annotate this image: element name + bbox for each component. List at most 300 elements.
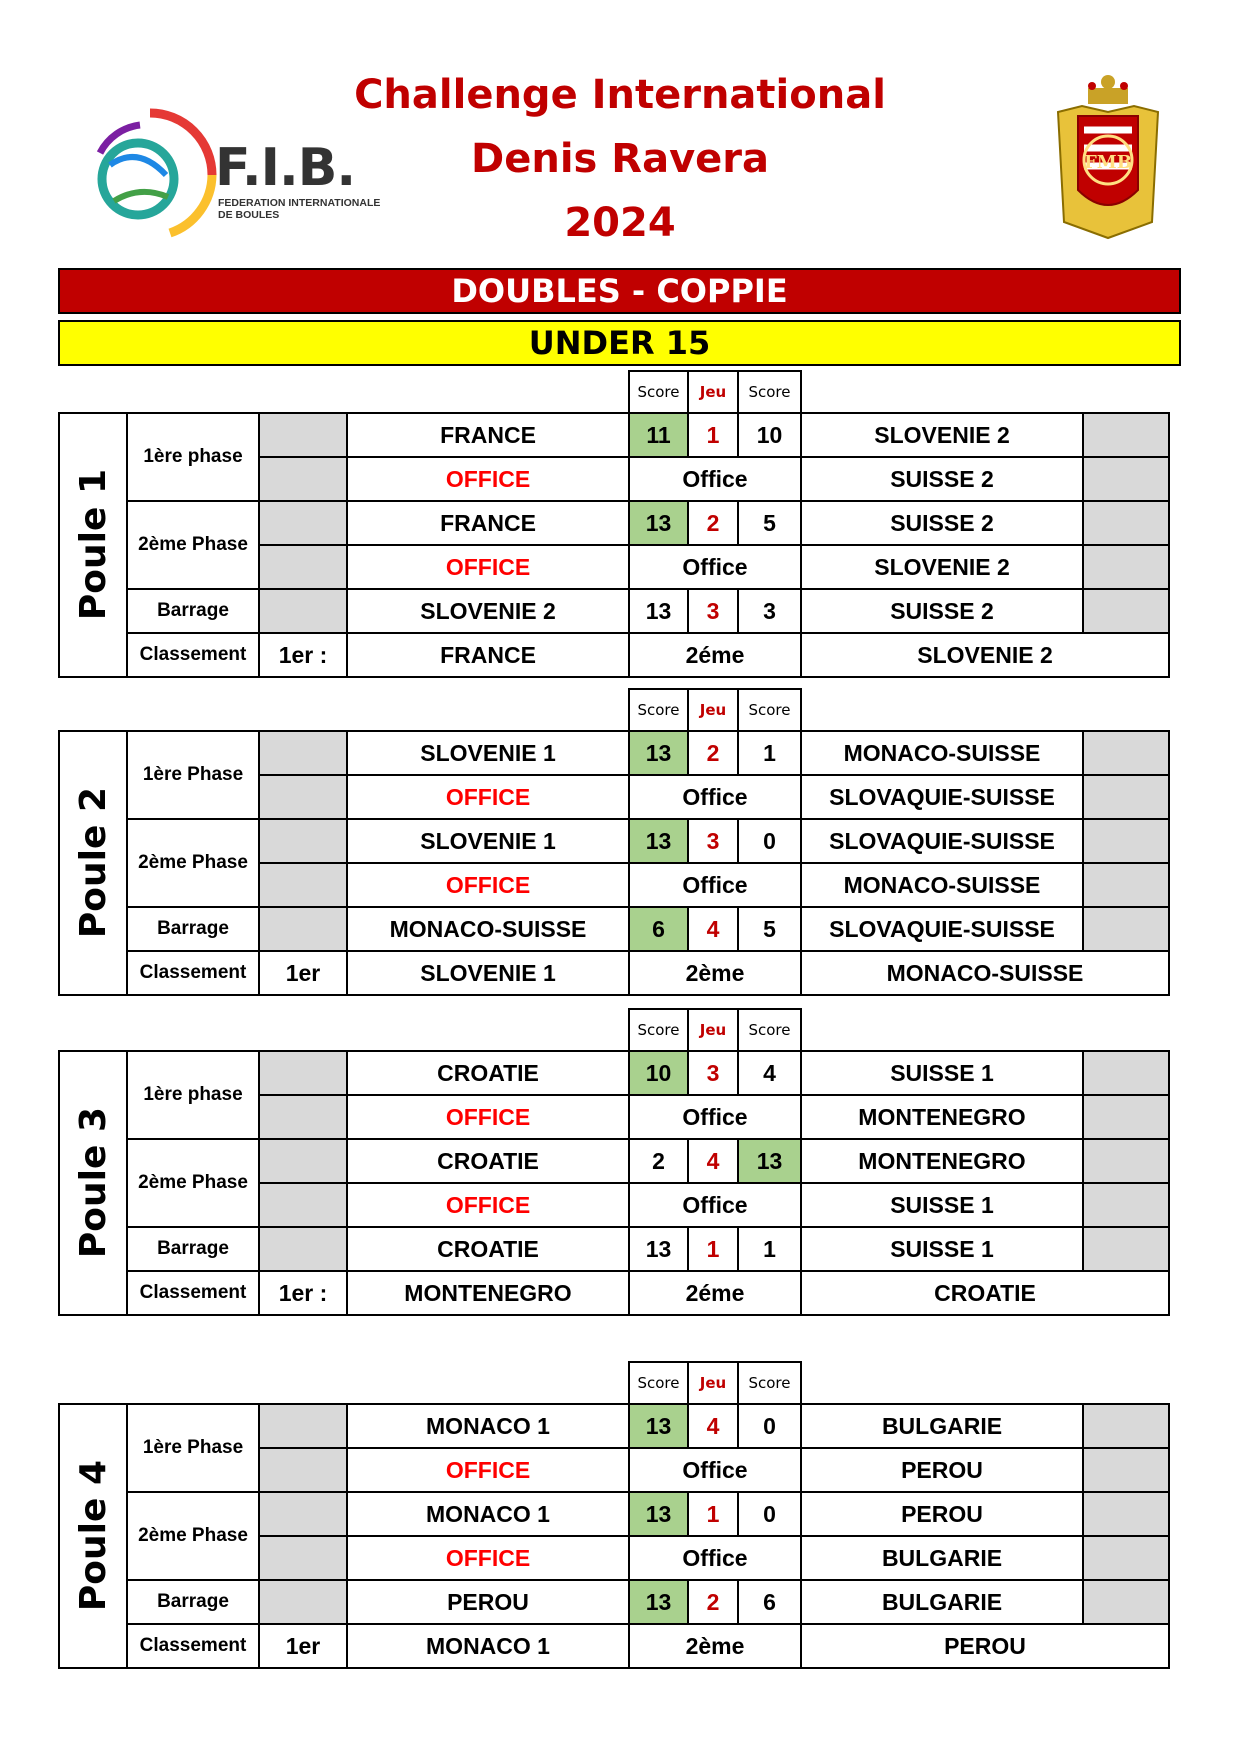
team-left <box>346 500 630 546</box>
jeu-number-text: 3 <box>706 827 720 854</box>
first-team <box>346 1623 630 1669</box>
classement-label-text: Classement <box>139 1635 247 1656</box>
barrage-label-text: Barrage <box>157 600 229 621</box>
score-right-text: 10 <box>756 421 783 448</box>
score-left <box>628 412 689 458</box>
right-grey-cell <box>1082 1579 1170 1625</box>
title-line-1: Challenge International <box>354 72 886 118</box>
team-right-text: MONTENEGRO <box>858 1147 1026 1174</box>
left-grey-cell <box>258 1094 348 1140</box>
first-team-text: SLOVENIE 1 <box>420 959 556 986</box>
team-right-text: SUISSE 1 <box>890 1059 994 1086</box>
jeu-number-text: 2 <box>706 1588 720 1615</box>
score-right <box>737 730 802 776</box>
office-cell-text: Office <box>682 871 748 898</box>
team-right-text: SUISSE 1 <box>890 1191 994 1218</box>
second-label-text: 2éme <box>685 641 745 668</box>
team-left <box>346 1182 630 1228</box>
score-left <box>628 1138 689 1184</box>
jeu-number <box>687 906 739 952</box>
barrage-label <box>126 1579 260 1625</box>
left-grey-cell <box>258 500 348 546</box>
team-left-text: MONACO-SUISSE <box>389 915 587 942</box>
office-cell <box>628 1535 802 1581</box>
jeu-header-text: Jeu <box>699 1021 727 1039</box>
right-grey-cell <box>1082 1094 1170 1140</box>
jeu-number-text: 4 <box>706 1147 720 1174</box>
score-header-right-text: Score <box>748 1021 791 1039</box>
left-grey-cell <box>258 1447 348 1493</box>
team-left-text: FRANCE <box>440 509 536 536</box>
score-header-left-text: Score <box>637 1374 680 1392</box>
score-header-left-text: Score <box>637 1021 680 1039</box>
phase-2-label <box>126 1138 260 1228</box>
team-right <box>800 1579 1084 1625</box>
score-right <box>737 1491 802 1537</box>
jeu-header <box>687 688 739 732</box>
score-left-text: 13 <box>645 1588 672 1615</box>
category-band: DOUBLES - COPPIE <box>58 268 1181 314</box>
first-team-text: MONACO 1 <box>426 1632 550 1659</box>
score-right <box>737 1579 802 1625</box>
score-right-text: 1 <box>763 1235 776 1262</box>
team-left-text: OFFICE <box>445 553 531 580</box>
classement-label-text: Classement <box>139 644 247 665</box>
phase-1-label-text: 1ère phase <box>143 446 243 467</box>
score-left-text: 2 <box>652 1147 665 1174</box>
barrage-label-text: Barrage <box>157 1591 229 1612</box>
right-grey-cell <box>1082 544 1170 590</box>
team-left-text: SLOVENIE 2 <box>420 597 556 624</box>
score-left-text: 13 <box>645 1412 672 1439</box>
fmb-logo <box>1052 72 1164 242</box>
jeu-number <box>687 412 739 458</box>
team-right-text: SUISSE 1 <box>890 1235 994 1262</box>
team-right <box>800 730 1084 776</box>
score-right <box>737 588 802 634</box>
team-right-text: PEROU <box>901 1500 983 1527</box>
jeu-number <box>687 818 739 864</box>
jeu-number <box>687 1403 739 1449</box>
jeu-header <box>687 370 739 414</box>
right-grey-cell <box>1082 1535 1170 1581</box>
left-grey-cell <box>258 1535 348 1581</box>
team-right <box>800 1535 1084 1581</box>
score-header-right <box>737 1361 802 1405</box>
barrage-label-text: Barrage <box>157 918 229 939</box>
phase-1-label <box>126 1050 260 1140</box>
team-left <box>346 1491 630 1537</box>
team-left <box>346 1226 630 1272</box>
score-right-text: 4 <box>763 1059 776 1086</box>
team-right-text: MONTENEGRO <box>858 1103 1026 1130</box>
second-team-text: CROATIE <box>934 1279 1036 1306</box>
pool-label <box>58 1050 128 1316</box>
team-left <box>346 1050 630 1096</box>
phase-2-label-text: 2ème Phase <box>138 852 248 873</box>
team-left-text: PEROU <box>447 1588 529 1615</box>
phase-1-label-text: 1ère Phase <box>142 1437 244 1458</box>
score-right-text: 6 <box>763 1588 776 1615</box>
first-label-text: 1er <box>285 959 321 986</box>
score-left-text: 11 <box>646 421 671 448</box>
second-team-text: SLOVENIE 2 <box>917 641 1053 668</box>
jeu-header <box>687 1361 739 1405</box>
classement-label <box>126 1623 260 1669</box>
barrage-label <box>126 588 260 634</box>
first-team-text: MONTENEGRO <box>404 1279 572 1306</box>
team-left-text: OFFICE <box>445 1544 531 1571</box>
phase-1-label <box>126 412 260 502</box>
second-team <box>800 1270 1170 1316</box>
right-grey-cell <box>1082 1226 1170 1272</box>
team-right <box>800 1447 1084 1493</box>
left-grey-cell <box>258 774 348 820</box>
team-right-text: SLOVENIE 2 <box>874 421 1010 448</box>
first-team-text: FRANCE <box>440 641 536 668</box>
score-header-right <box>737 1008 802 1052</box>
jeu-header-text: Jeu <box>699 1374 727 1392</box>
phase-2-label <box>126 818 260 908</box>
jeu-number-text: 1 <box>706 1235 720 1262</box>
jeu-header-text: Jeu <box>699 701 727 719</box>
team-left-text: OFFICE <box>445 1103 531 1130</box>
right-grey-cell <box>1082 1050 1170 1096</box>
score-right-text: 5 <box>763 509 776 536</box>
classement-label <box>126 1270 260 1316</box>
team-right <box>800 500 1084 546</box>
team-left-text: OFFICE <box>445 1456 531 1483</box>
phase-1-label-text: 1ère phase <box>143 1084 243 1105</box>
left-grey-cell <box>258 1138 348 1184</box>
score-header-right-text: Score <box>748 1374 791 1392</box>
team-right-text: SUISSE 2 <box>890 597 994 624</box>
phase-2-label-text: 2ème Phase <box>138 1525 248 1546</box>
right-grey-cell <box>1082 1403 1170 1449</box>
second-label <box>628 1270 802 1316</box>
pool-label <box>58 1403 128 1669</box>
score-right <box>737 1050 802 1096</box>
second-label-text: 2ème <box>685 959 745 986</box>
second-label <box>628 632 802 678</box>
phase-2-label <box>126 500 260 590</box>
jeu-number-text: 2 <box>706 509 720 536</box>
score-right-text: 5 <box>763 915 776 942</box>
jeu-number-text: 3 <box>706 1059 720 1086</box>
score-left-text: 13 <box>645 1235 672 1262</box>
team-left-text: OFFICE <box>445 871 531 898</box>
barrage-label <box>126 906 260 952</box>
team-left-text: OFFICE <box>445 1191 531 1218</box>
jeu-number <box>687 730 739 776</box>
score-left <box>628 906 689 952</box>
first-label-text: 1er : <box>278 641 328 668</box>
left-grey-cell <box>258 818 348 864</box>
first-team <box>346 632 630 678</box>
crown-icon <box>1088 75 1128 104</box>
fib-ball-icon <box>80 105 220 245</box>
office-cell <box>628 1447 802 1493</box>
right-grey-cell <box>1082 818 1170 864</box>
first-team <box>346 950 630 996</box>
jeu-number <box>687 1491 739 1537</box>
score-header-right-text: Score <box>748 383 791 401</box>
team-right-text: SLOVENIE 2 <box>874 553 1010 580</box>
score-right <box>737 412 802 458</box>
score-header-right <box>737 370 802 414</box>
team-left <box>346 1138 630 1184</box>
office-cell-text: Office <box>682 1544 748 1571</box>
first-label-text: 1er <box>285 1632 321 1659</box>
team-right-text: BULGARIE <box>881 1412 1003 1439</box>
score-left <box>628 730 689 776</box>
right-grey-cell <box>1082 1447 1170 1493</box>
phase-2-label-text: 2ème Phase <box>138 1172 248 1193</box>
first-label <box>258 632 348 678</box>
score-left-text: 13 <box>645 1500 672 1527</box>
office-cell <box>628 1182 802 1228</box>
fmb-logo-text: FMB <box>1084 152 1132 173</box>
pool-label-text: Poule 4 <box>72 1460 114 1612</box>
title-line-2: Denis Ravera <box>471 136 769 182</box>
right-grey-cell <box>1082 1491 1170 1537</box>
team-left-text: MONACO 1 <box>426 1412 550 1439</box>
score-left <box>628 1579 689 1625</box>
office-cell-text: Office <box>682 1103 748 1130</box>
team-right <box>800 588 1084 634</box>
second-label <box>628 950 802 996</box>
barrage-label <box>126 1226 260 1272</box>
first-label-text: 1er : <box>278 1279 328 1306</box>
fib-logo-sub1: FEDERATION INTERNATIONALE <box>218 197 381 209</box>
left-grey-cell <box>258 1403 348 1449</box>
phase-2-label <box>126 1491 260 1581</box>
office-cell <box>628 774 802 820</box>
second-team-text: PEROU <box>944 1632 1026 1659</box>
title-line-3: 2024 <box>564 200 676 246</box>
team-right-text: MONACO-SUISSE <box>843 739 1041 766</box>
left-grey-cell <box>258 588 348 634</box>
second-team-text: MONACO-SUISSE <box>886 959 1084 986</box>
office-cell-text: Office <box>682 1456 748 1483</box>
right-grey-cell <box>1082 774 1170 820</box>
left-grey-cell <box>258 1182 348 1228</box>
score-left <box>628 1226 689 1272</box>
right-grey-cell <box>1082 862 1170 908</box>
score-right-text: 13 <box>756 1147 783 1174</box>
score-right <box>737 500 802 546</box>
team-left <box>346 730 630 776</box>
team-left <box>346 1535 630 1581</box>
team-right <box>800 412 1084 458</box>
phase-1-label <box>126 730 260 820</box>
first-team <box>346 1270 630 1316</box>
phase-1-label <box>126 1403 260 1493</box>
score-left-text: 6 <box>652 915 665 942</box>
left-grey-cell <box>258 1491 348 1537</box>
left-grey-cell <box>258 1226 348 1272</box>
barrage-label-text: Barrage <box>157 1238 229 1259</box>
score-right-text: 1 <box>763 739 776 766</box>
jeu-number <box>687 1050 739 1096</box>
jeu-header <box>687 1008 739 1052</box>
phase-2-label-text: 2ème Phase <box>138 534 248 555</box>
pool-label-text: Poule 3 <box>72 1107 114 1259</box>
team-left <box>346 1579 630 1625</box>
jeu-number <box>687 1226 739 1272</box>
jeu-number-text: 4 <box>706 1412 720 1439</box>
score-right <box>737 1226 802 1272</box>
team-right <box>800 1138 1084 1184</box>
team-right-text: SUISSE 2 <box>890 465 994 492</box>
score-right-text: 0 <box>763 1412 776 1439</box>
classement-label <box>126 632 260 678</box>
team-left <box>346 1403 630 1449</box>
team-right <box>800 1182 1084 1228</box>
score-header-left-text: Score <box>637 701 680 719</box>
pool-label <box>58 412 128 678</box>
pool-label <box>58 730 128 996</box>
left-grey-cell <box>258 1579 348 1625</box>
score-left-text: 13 <box>645 739 672 766</box>
team-right-text: BULGARIE <box>881 1544 1003 1571</box>
team-right <box>800 774 1084 820</box>
score-left <box>628 500 689 546</box>
team-left <box>346 1447 630 1493</box>
score-right-text: 0 <box>763 827 776 854</box>
team-left-text: CROATIE <box>437 1235 539 1262</box>
second-label-text: 2éme <box>685 1279 745 1306</box>
office-cell-text: Office <box>682 553 748 580</box>
office-cell-text: Office <box>682 465 748 492</box>
score-left <box>628 1491 689 1537</box>
score-right <box>737 1138 802 1184</box>
second-team <box>800 950 1170 996</box>
team-right <box>800 1050 1084 1096</box>
team-left <box>346 544 630 590</box>
right-grey-cell <box>1082 588 1170 634</box>
left-grey-cell <box>258 544 348 590</box>
right-grey-cell <box>1082 906 1170 952</box>
score-header-left <box>628 688 689 732</box>
jeu-number <box>687 500 739 546</box>
jeu-number <box>687 588 739 634</box>
jeu-number-text: 4 <box>706 915 720 942</box>
score-left-text: 13 <box>645 509 672 536</box>
jeu-number-text: 1 <box>706 1500 720 1527</box>
team-left-text: CROATIE <box>437 1059 539 1086</box>
score-right-text: 0 <box>763 1500 776 1527</box>
team-right <box>800 1491 1084 1537</box>
right-grey-cell <box>1082 1182 1170 1228</box>
team-right <box>800 1094 1084 1140</box>
jeu-header-text: Jeu <box>699 383 727 401</box>
team-right <box>800 862 1084 908</box>
team-left-text: MONACO 1 <box>426 1500 550 1527</box>
team-left <box>346 774 630 820</box>
team-right-text: PEROU <box>901 1456 983 1483</box>
score-header-right-text: Score <box>748 701 791 719</box>
team-left <box>346 1094 630 1140</box>
left-grey-cell <box>258 456 348 502</box>
second-label <box>628 1623 802 1669</box>
jeu-number-text: 3 <box>706 597 720 624</box>
team-right-text: SLOVAQUIE-SUISSE <box>829 915 1055 942</box>
fib-logo-text: F.I.B. <box>215 138 356 198</box>
team-right <box>800 456 1084 502</box>
team-left <box>346 456 630 502</box>
score-right-text: 3 <box>763 597 776 624</box>
team-left-text: SLOVENIE 1 <box>420 827 556 854</box>
office-cell-text: Office <box>682 1191 748 1218</box>
team-left <box>346 818 630 864</box>
classement-label <box>126 950 260 996</box>
classement-label-text: Classement <box>139 1282 247 1303</box>
jeu-number <box>687 1138 739 1184</box>
score-right <box>737 818 802 864</box>
right-grey-cell <box>1082 1138 1170 1184</box>
office-cell <box>628 456 802 502</box>
right-grey-cell <box>1082 500 1170 546</box>
team-right <box>800 906 1084 952</box>
score-right <box>737 906 802 952</box>
team-right-text: SUISSE 2 <box>890 509 994 536</box>
score-left <box>628 818 689 864</box>
second-label-text: 2ème <box>685 1632 745 1659</box>
first-label <box>258 1270 348 1316</box>
left-grey-cell <box>258 1050 348 1096</box>
classement-label-text: Classement <box>139 962 247 983</box>
score-left-text: 10 <box>645 1059 672 1086</box>
phase-1-label-text: 1ère Phase <box>142 764 244 785</box>
team-right <box>800 544 1084 590</box>
team-right <box>800 818 1084 864</box>
first-label <box>258 1623 348 1669</box>
team-left <box>346 588 630 634</box>
pool-label-text: Poule 2 <box>72 787 114 939</box>
right-grey-cell <box>1082 412 1170 458</box>
team-right-text: SLOVAQUIE-SUISSE <box>829 827 1055 854</box>
jeu-number-text: 1 <box>706 421 720 448</box>
score-header-left <box>628 1361 689 1405</box>
team-left <box>346 906 630 952</box>
team-left-text: OFFICE <box>445 465 531 492</box>
left-grey-cell <box>258 730 348 776</box>
team-right-text: SLOVAQUIE-SUISSE <box>829 783 1055 810</box>
team-right-text: MONACO-SUISSE <box>843 871 1041 898</box>
office-cell <box>628 862 802 908</box>
team-left-text: CROATIE <box>437 1147 539 1174</box>
team-left-text: OFFICE <box>445 783 531 810</box>
office-cell-text: Office <box>682 783 748 810</box>
team-right <box>800 1403 1084 1449</box>
score-left <box>628 1403 689 1449</box>
score-left-text: 13 <box>645 597 672 624</box>
score-left <box>628 588 689 634</box>
left-grey-cell <box>258 412 348 458</box>
team-right-text: BULGARIE <box>881 1588 1003 1615</box>
age-band: UNDER 15 <box>58 320 1181 366</box>
team-left-text: SLOVENIE 1 <box>420 739 556 766</box>
team-left <box>346 412 630 458</box>
jeu-number <box>687 1579 739 1625</box>
score-right <box>737 1403 802 1449</box>
score-left <box>628 1050 689 1096</box>
jeu-number-text: 2 <box>706 739 720 766</box>
score-header-left <box>628 1008 689 1052</box>
left-grey-cell <box>258 906 348 952</box>
pool-label-text: Poule 1 <box>72 469 114 621</box>
